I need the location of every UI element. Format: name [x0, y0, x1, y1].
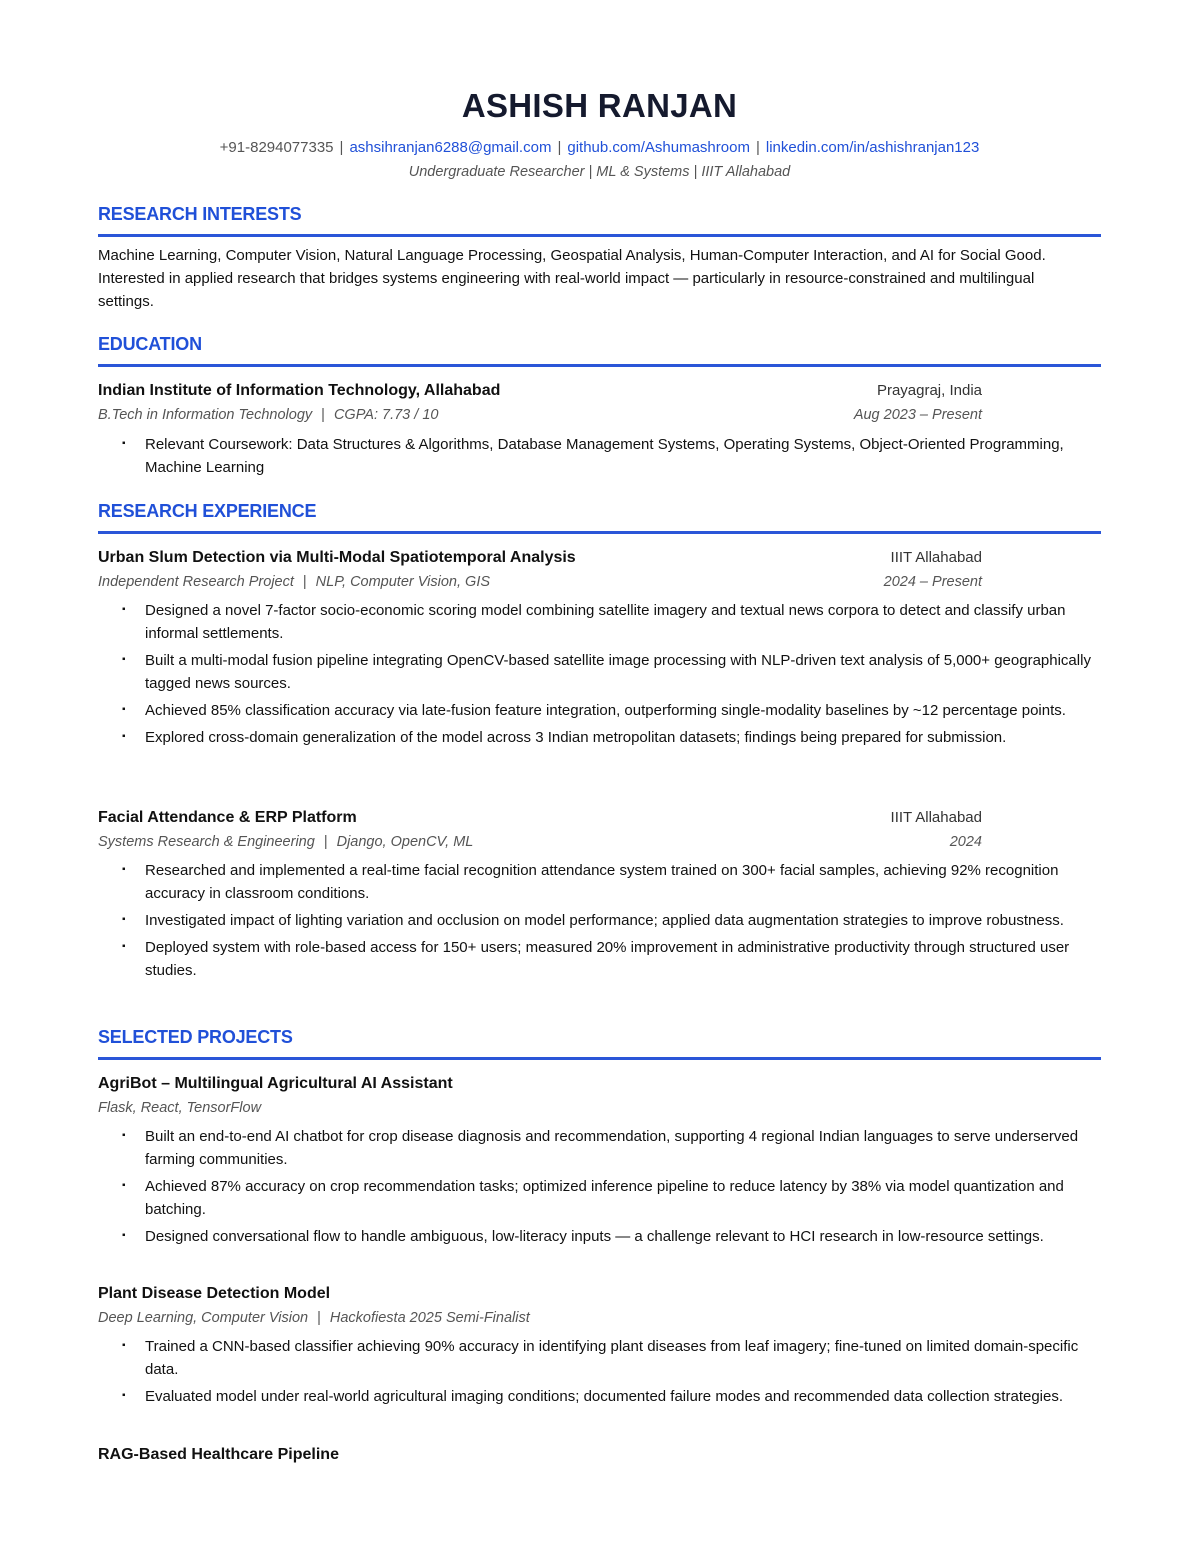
contact-line — [98, 138, 1101, 158]
experience-row — [98, 549, 982, 571]
education-subrow — [98, 407, 982, 429]
section-title-research-interests: RESEARCH INTERESTS — [98, 204, 302, 224]
bullet-text: Investigated impact of lighting variation and occlusion on model performance; applied data augmentation strategies to improve robustness. — [145, 912, 1064, 929]
experience-subrow — [98, 574, 982, 596]
list-item — [98, 1225, 1101, 1248]
bullet-icon: ▪ — [122, 1340, 126, 1351]
experience-role: Systems Research & Engineering — [98, 834, 315, 850]
institution-location: Prayagraj, India — [876, 382, 982, 399]
separator: | — [323, 834, 328, 850]
bullet-icon: ▪ — [122, 864, 126, 875]
bullet-text: Relevant Coursework: Data Structures & Algorithms, Database Management Systems, Operating Systems, Object-Oriented Programming, Machine Learning — [145, 436, 1064, 476]
experience-row — [98, 809, 982, 831]
section-divider — [98, 1057, 1101, 1060]
bullet-text: Built a multi-modal fusion pipeline integrating OpenCV-based satellite image processing with NLP-driven text analysis of 5,000+ geographically tagged news sources. — [145, 652, 1091, 692]
project-title: RAG-Based Healthcare Pipeline — [98, 1446, 339, 1463]
bullet-icon: ▪ — [122, 914, 126, 925]
experience-bullets — [98, 599, 1101, 753]
project-row — [98, 1285, 982, 1307]
experience-title: Facial Attendance & ERP Platform — [98, 809, 357, 826]
list-item — [98, 699, 1101, 722]
section-divider — [98, 364, 1101, 367]
list-item — [98, 649, 1101, 695]
project-subrow — [98, 1310, 982, 1332]
bullet-text: Built an end-to-end AI chatbot for crop disease diagnosis and recommendation, supporting 4 regional Indian languages to serve underserved farming communities. — [145, 1128, 1079, 1168]
section-divider — [98, 531, 1101, 534]
list-item — [98, 726, 1101, 749]
research-interests-text: Machine Learning, Computer Vision, Natural Language Processing, Geospatial Analysis, Human-Computer Interaction, and AI for Social Good. Interested in applied research that bridges systems engineering with real-world impact — particularly in resource-constrained and multilingual settings. — [98, 247, 1046, 310]
degree-line — [98, 407, 438, 423]
list-item — [98, 433, 1101, 479]
github-link[interactable]: github.com/Ashumashroom — [567, 139, 750, 156]
email-link[interactable]: ashsihranjan6288@gmail.com — [349, 139, 552, 156]
bullet-icon: ▪ — [122, 654, 126, 665]
experience-role-line — [98, 574, 490, 590]
bullet-icon: ▪ — [122, 1390, 126, 1401]
institution-name: Indian Institute of Information Technology, Allahabad — [98, 382, 501, 399]
experience-location: IIIT Allahabad — [890, 549, 982, 566]
list-item — [98, 936, 1101, 982]
bullet-text: Achieved 87% accuracy on crop recommendation tasks; optimized inference pipeline to reduce latency by 38% via model quantization and batching. — [145, 1178, 1064, 1218]
list-item — [98, 1175, 1101, 1221]
phone: +91-8294077335 — [219, 139, 334, 156]
bullet-icon: ▪ — [122, 1230, 126, 1241]
bullet-icon: ▪ — [122, 941, 126, 952]
education-row — [98, 382, 982, 404]
experience-dates: 2024 — [949, 834, 982, 850]
experience-bullets — [98, 859, 1101, 986]
bullet-icon: ▪ — [122, 1130, 126, 1141]
bullet-icon: ▪ — [122, 604, 126, 615]
experience-tech: NLP, Computer Vision, GIS — [315, 574, 491, 590]
bullet-text: Achieved 85% classification accuracy via late-fusion feature integration, outperforming single-modality baselines by ~12 percentage points. — [145, 702, 1066, 719]
bullet-text: Designed conversational flow to handle ambiguous, low-literacy inputs — a challenge relevant to HCI research in low-resource settings. — [145, 1228, 1044, 1245]
separator: | — [339, 139, 344, 156]
experience-tech: Django, OpenCV, ML — [336, 834, 474, 850]
bullet-text: Deployed system with role-based access for 150+ users; measured 20% improvement in administrative productivity through structured user studies. — [145, 939, 1070, 979]
experience-role: Independent Research Project — [98, 574, 294, 590]
bullet-icon: ▪ — [122, 731, 126, 742]
project-title: AgriBot – Multilingual Agricultural AI Assistant — [98, 1075, 453, 1092]
list-item — [98, 1385, 1101, 1408]
separator: | — [317, 1310, 321, 1326]
experience-dates: 2024 – Present — [883, 574, 982, 590]
section-title-research-experience: RESEARCH EXPERIENCE — [98, 501, 317, 521]
list-item — [98, 1335, 1101, 1381]
list-item — [98, 1125, 1101, 1171]
project-award: Hackofiesta 2025 Semi-Finalist — [329, 1310, 530, 1326]
list-item — [98, 599, 1101, 645]
experience-subrow — [98, 834, 982, 856]
list-item — [98, 859, 1101, 905]
experience-location: IIIT Allahabad — [890, 809, 982, 826]
linkedin-link[interactable]: linkedin.com/in/ashishranjan123 — [765, 139, 980, 156]
bullet-icon: ▪ — [122, 1180, 126, 1191]
project-bullets — [98, 1335, 1101, 1412]
project-row — [98, 1446, 982, 1468]
bullet-text: Designed a novel 7-factor socio-economic scoring model combining satellite imagery and textual news corpora to detect and classify urban informal settlements. — [145, 602, 1066, 642]
experience-role-line — [98, 834, 473, 850]
project-subrow — [98, 1100, 982, 1122]
candidate-name: ASHISH RANJAN — [461, 87, 738, 124]
gpa: CGPA: 7.73 / 10 — [333, 407, 439, 423]
project-row — [98, 1075, 982, 1097]
separator: | — [321, 407, 325, 423]
project-tech: Deep Learning, Computer Vision — [98, 1310, 309, 1326]
section-title-education: EDUCATION — [98, 334, 202, 354]
bullet-icon: ▪ — [122, 438, 126, 449]
bullet-text: Explored cross-domain generalization of the model across 3 Indian metropolitan datasets; findings being prepared for submission. — [145, 729, 1007, 746]
section-title-selected-projects: SELECTED PROJECTS — [98, 1027, 293, 1047]
section-divider — [98, 234, 1101, 237]
bullet-icon: ▪ — [122, 704, 126, 715]
project-tech-line — [98, 1310, 530, 1326]
bullet-text: Researched and implemented a real-time facial recognition attendance system trained on 300+ facial samples, achieving 92% recognition accuracy in classroom conditions. — [145, 862, 1059, 902]
education-bullets — [98, 433, 1101, 483]
bullet-text: Trained a CNN-based classifier achieving 90% accuracy in identifying plant diseases from leaf imagery; fine-tuned on limited domain-specific data. — [145, 1338, 1079, 1378]
education-dates: Aug 2023 – Present — [853, 407, 982, 423]
separator: | — [755, 139, 760, 156]
project-title: Plant Disease Detection Model — [98, 1285, 331, 1302]
list-item — [98, 909, 1101, 932]
tagline: Undergraduate Researcher | ML & Systems | IIIT Allahabad — [408, 164, 791, 180]
bullet-text: Evaluated model under real-world agricultural imaging conditions; documented failure modes and recommended data collection strategies. — [145, 1388, 1064, 1405]
separator: | — [557, 139, 562, 156]
project-tech: Flask, React, TensorFlow — [98, 1100, 262, 1116]
project-bullets — [98, 1125, 1101, 1252]
experience-title: Urban Slum Detection via Multi-Modal Spatiotemporal Analysis — [98, 549, 576, 566]
separator: | — [302, 574, 307, 590]
degree: B.Tech in Information Technology — [98, 407, 313, 423]
